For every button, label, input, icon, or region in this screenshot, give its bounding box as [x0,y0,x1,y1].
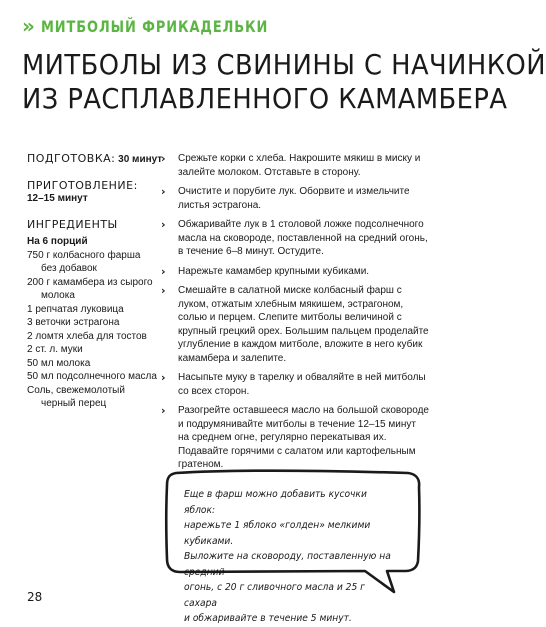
method-step [161,152,429,179]
prep-time [27,152,167,167]
method-step [161,185,429,212]
tip-line: огонь, с 20 г сливочного масла и 25 г сахара [184,582,365,609]
servings: На 6 порций [27,236,88,247]
ingredient-item [27,343,167,357]
method-steps [161,152,429,478]
cook-time [27,179,167,206]
ingredient-line-continued: черный перец [41,398,107,409]
recipe-title-line-2: ИЗ РАСПЛАВЛЕННОГО КАМАМБЕРА [22,82,508,115]
method-step-text: Обжаривайте лук в 1 столовой ложке подсолнечного масла на сковороде, поставленной на средний огонь, в течение 6–8 минут. Остудите. [178,219,428,257]
method-step [161,218,429,259]
method-step [161,284,429,365]
method-step-text: Нарежьте камамбер крупными кубиками. [178,265,370,277]
chevron-bullet-icon: › [161,371,166,384]
chevron-bullet-icon: › [161,284,166,297]
method-step [161,404,429,472]
ingredient-line: 2 ломтя хлеба для тостов [27,330,147,342]
tip-text [184,487,399,627]
ingredient-item [27,384,167,411]
tip-line: Еще в фарш можно добавить кусочки яблок: [184,489,367,516]
prep-label: ПОДГОТОВКА: [27,152,116,165]
method-step-text: Очистите и порубите лук. Оборвите и измельчите листья эстрагона. [178,186,410,211]
ingredient-item [27,370,167,384]
chevron-icon: » [22,14,35,38]
ingredient-line: 3 веточки эстрагона [27,317,120,328]
cook-value: 12–15 минут [27,193,88,204]
chevron-bullet-icon: › [161,185,166,198]
recipe-info-column [27,152,167,411]
method-step-text: Срежьте корки с хлеба. Накрошите мякиш в миску и залейте молоком. Отставьте в сторону. [178,153,421,178]
ingredient-item [27,303,167,317]
chevron-bullet-icon: › [161,404,166,417]
ingredient-line: 50 мл молока [27,357,91,369]
chevron-bullet-icon: › [161,152,166,165]
method-step-text: Разогрейте оставшееся масло на большой сковороде и подрумянивайте митболы в течение 12–15 минут на среднем огне, регулярно перекатывая их. Подавайте горячими с салатом или картофельным гратеном. [178,405,429,470]
tip-line: и обжаривайте в течение 5 минут. [184,613,352,624]
ingredient-list [27,249,167,411]
ingredient-line-continued: молока [41,290,75,301]
ingredient-item [27,276,167,303]
page-number: 28 [27,590,43,604]
ingredient-item [27,330,167,344]
chevron-bullet-icon: › [161,218,166,231]
ingredients-label: ИНГРЕДИЕНТЫ [27,217,118,231]
method-step-text: Смешайте в салатной миске колбасный фарш с луком, отжатым хлебным мякишем, эстрагоном, солью и перцем. Слепите митболы величиной с крупный грецкий орех. Большим пальцем проделайте углубление в каждом митболе, вложите в него кубик камамбера и залепите. [178,285,429,364]
method-step [161,371,429,398]
method-step-text: Насыпьте муку в тарелку и обваляйте в ней митболы со всех сторон. [178,372,426,397]
ingredient-item [27,249,167,276]
ingredient-line: 50 мл подсолнечного масла [27,371,157,382]
prep-value: 30 минут [118,154,163,165]
tip-line: Выложите на сковороду, поставленную на средний [184,551,391,578]
ingredients [27,218,167,411]
section-header [22,16,293,36]
method-step [161,265,429,279]
section-label: МИТБОЛЫЙ ФРИКАДЕЛЬКИ [40,16,269,36]
ingredient-item [27,357,167,371]
ingredient-item [27,316,167,330]
ingredient-line: Соль, свежемолотый [27,384,125,396]
recipe-title-line-1: МИТБОЛЫ ИЗ СВИНИНЫ С НАЧИНКОЙ [22,48,546,81]
cook-label: ПРИГОТОВЛЕНИЕ: [27,178,138,192]
recipe-title [22,48,546,116]
ingredient-line: 2 ст. л. муки [27,344,83,355]
ingredient-line: 200 г камамбера из сырого [27,276,153,288]
ingredient-line-continued: без добавок [41,263,97,274]
chevron-bullet-icon: › [161,264,166,278]
tip-line: нарежьте 1 яблоко «голден» мелкими кубиками. [184,520,371,547]
ingredient-line: 1 репчатая луковица [27,303,124,315]
tip-speech-bubble [162,467,422,624]
ingredient-line: 750 г колбасного фарша [27,249,141,261]
